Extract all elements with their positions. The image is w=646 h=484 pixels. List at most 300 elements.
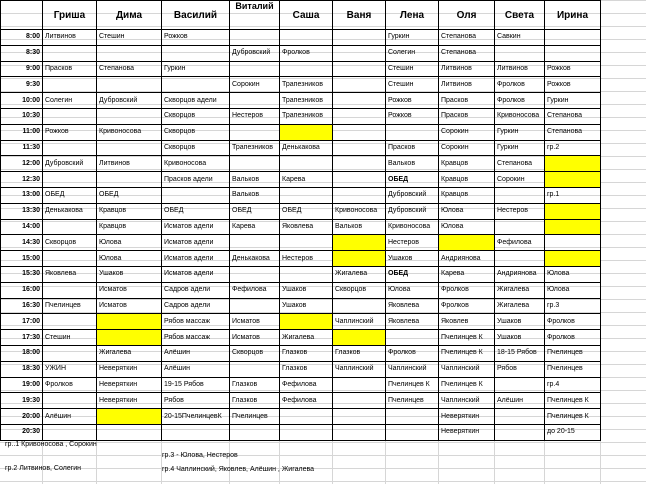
schedule-cell[interactable]: Ушаков — [280, 298, 333, 314]
schedule-cell[interactable]: Жигалева — [495, 282, 545, 298]
schedule-cell[interactable] — [495, 424, 545, 440]
schedule-cell[interactable]: Пчелинцев К — [439, 330, 495, 346]
time-cell[interactable]: 11:30 — [1, 140, 43, 156]
schedule-cell[interactable]: Сорокин — [439, 140, 495, 156]
time-cell[interactable]: 10:30 — [1, 108, 43, 124]
schedule-cell[interactable] — [230, 156, 280, 172]
schedule-cell[interactable] — [333, 187, 386, 203]
schedule-cell[interactable]: Пчелинцев К — [439, 377, 495, 393]
schedule-cell[interactable]: Нестеров — [280, 251, 333, 267]
schedule-cell[interactable] — [230, 424, 280, 440]
schedule-cell[interactable]: Фролков — [280, 45, 333, 61]
schedule-cell[interactable]: Фролков — [43, 377, 97, 393]
schedule-cell[interactable]: Литвинов — [43, 30, 97, 46]
schedule-cell[interactable]: Степанова — [495, 156, 545, 172]
schedule-cell[interactable] — [43, 108, 97, 124]
schedule-cell[interactable]: Кривоносова — [333, 203, 386, 219]
schedule-cell[interactable]: Стешин — [386, 77, 439, 93]
schedule-cell[interactable] — [333, 61, 386, 77]
time-cell[interactable]: 19:00 — [1, 377, 43, 393]
schedule-cell[interactable] — [43, 140, 97, 156]
schedule-cell[interactable] — [545, 235, 601, 251]
staff-column-header[interactable]: Оля — [439, 1, 495, 30]
schedule-cell[interactable]: Пчелинцев — [230, 409, 280, 425]
schedule-cell[interactable]: Кравцов — [97, 203, 162, 219]
schedule-cell[interactable]: Алёшин — [43, 409, 97, 425]
schedule-cell[interactable]: Стешин — [43, 330, 97, 346]
staff-column-header[interactable]: Ваня — [333, 1, 386, 30]
schedule-cell[interactable]: Исматов адели — [162, 219, 230, 235]
schedule-cell[interactable] — [43, 219, 97, 235]
schedule-cell[interactable]: Нестеров — [495, 203, 545, 219]
schedule-cell[interactable] — [495, 377, 545, 393]
staff-column-header[interactable]: Лена — [386, 1, 439, 30]
schedule-cell[interactable]: Фролков — [545, 330, 601, 346]
schedule-cell[interactable] — [97, 424, 162, 440]
time-cell[interactable]: 8:00 — [1, 30, 43, 46]
schedule-cell[interactable]: Рожков — [43, 124, 97, 140]
schedule-cell[interactable]: Юлова — [439, 203, 495, 219]
schedule-cell[interactable]: Пчелинцев — [545, 345, 601, 361]
schedule-cell[interactable]: Рябов массаж — [162, 330, 230, 346]
schedule-cell[interactable]: Стешин — [97, 30, 162, 46]
schedule-cell[interactable]: Фролков — [545, 314, 601, 330]
time-cell[interactable]: 14:30 — [1, 235, 43, 251]
schedule-cell[interactable]: Жигалева — [97, 345, 162, 361]
schedule-cell[interactable]: ОБЕД — [386, 172, 439, 188]
schedule-cell[interactable]: Савкин — [495, 30, 545, 46]
schedule-cell[interactable]: до 20-15 — [545, 424, 601, 440]
schedule-cell[interactable]: Исматов адели — [162, 235, 230, 251]
schedule-cell[interactable] — [162, 187, 230, 203]
schedule-cell[interactable]: Исматов — [97, 298, 162, 314]
schedule-cell[interactable] — [545, 45, 601, 61]
schedule-cell[interactable]: Исматов адели — [162, 251, 230, 267]
staff-column-header[interactable]: Дима — [97, 1, 162, 30]
schedule-cell[interactable]: Рожков — [162, 30, 230, 46]
schedule-cell[interactable]: Чаплинский — [439, 361, 495, 377]
schedule-cell[interactable]: Трапезников — [280, 108, 333, 124]
time-cell[interactable]: 11:00 — [1, 124, 43, 140]
schedule-cell[interactable]: ОБЕД — [97, 187, 162, 203]
schedule-cell[interactable]: Трапезников — [230, 140, 280, 156]
schedule-cell[interactable]: Фролков — [495, 77, 545, 93]
schedule-cell[interactable]: Юлова — [439, 219, 495, 235]
schedule-cell[interactable] — [495, 45, 545, 61]
schedule-cell[interactable]: Пчелинцев К — [386, 377, 439, 393]
time-column-header[interactable] — [1, 1, 43, 30]
schedule-cell[interactable]: Дубровский — [230, 45, 280, 61]
schedule-cell[interactable] — [495, 187, 545, 203]
schedule-cell[interactable] — [162, 77, 230, 93]
schedule-cell[interactable]: Чаплинский — [333, 361, 386, 377]
schedule-cell[interactable]: Скворцов адели — [162, 93, 230, 109]
schedule-cell[interactable]: Скворцов — [162, 140, 230, 156]
time-cell[interactable]: 13:30 — [1, 203, 43, 219]
schedule-cell[interactable] — [545, 30, 601, 46]
schedule-cell[interactable]: Пчелинцев — [386, 393, 439, 409]
staff-column-header[interactable]: Ирина — [545, 1, 601, 30]
schedule-cell[interactable]: ОБЕД — [43, 187, 97, 203]
schedule-cell[interactable]: Скворцов — [230, 345, 280, 361]
schedule-cell[interactable] — [97, 108, 162, 124]
schedule-cell[interactable] — [333, 77, 386, 93]
schedule-cell[interactable]: Кривоносова — [386, 219, 439, 235]
schedule-cell[interactable]: Гуркин — [495, 140, 545, 156]
schedule-cell[interactable] — [230, 30, 280, 46]
schedule-cell[interactable]: Сорокин — [495, 172, 545, 188]
schedule-cell[interactable]: Андриянова — [439, 251, 495, 267]
schedule-cell[interactable]: Кравцов — [439, 172, 495, 188]
schedule-cell[interactable] — [386, 424, 439, 440]
schedule-cell[interactable]: Глазков — [280, 361, 333, 377]
schedule-cell[interactable]: Денькакова — [280, 140, 333, 156]
schedule-cell[interactable]: Нестеров — [386, 235, 439, 251]
schedule-cell[interactable] — [333, 424, 386, 440]
schedule-cell[interactable]: Прасков — [386, 140, 439, 156]
schedule-cell[interactable]: Вальков — [386, 156, 439, 172]
schedule-cell[interactable]: Вальков — [230, 172, 280, 188]
schedule-cell[interactable]: Неверяткин — [97, 377, 162, 393]
schedule-cell[interactable] — [230, 266, 280, 282]
schedule-cell[interactable]: Юлова — [545, 266, 601, 282]
schedule-cell[interactable] — [280, 30, 333, 46]
schedule-cell[interactable]: Фефилова — [280, 393, 333, 409]
schedule-cell[interactable]: Чаплинский — [386, 361, 439, 377]
time-cell[interactable]: 16:00 — [1, 282, 43, 298]
schedule-cell[interactable]: Гуркин — [495, 124, 545, 140]
schedule-cell[interactable]: Яковлева — [386, 314, 439, 330]
schedule-cell[interactable] — [333, 156, 386, 172]
schedule-cell[interactable]: Денькакова — [230, 251, 280, 267]
schedule-cell[interactable]: Ушаков — [280, 282, 333, 298]
schedule-cell[interactable]: Кривоносова — [162, 156, 230, 172]
schedule-cell[interactable]: Юлова — [97, 251, 162, 267]
schedule-cell[interactable] — [386, 330, 439, 346]
schedule-cell[interactable]: Юлова — [97, 235, 162, 251]
schedule-cell[interactable]: Вальков — [333, 219, 386, 235]
schedule-cell[interactable]: ОБЕД — [386, 266, 439, 282]
schedule-cell[interactable] — [333, 45, 386, 61]
schedule-cell[interactable] — [333, 140, 386, 156]
time-cell[interactable]: 20:00 — [1, 409, 43, 425]
schedule-cell[interactable] — [43, 345, 97, 361]
schedule-cell[interactable] — [386, 124, 439, 140]
schedule-cell[interactable]: Степанова — [545, 108, 601, 124]
schedule-cell[interactable]: Неверяткин — [439, 424, 495, 440]
schedule-cell[interactable]: Алёшин — [495, 393, 545, 409]
schedule-cell[interactable] — [43, 314, 97, 330]
schedule-cell[interactable]: Садров адели — [162, 282, 230, 298]
schedule-cell[interactable]: Солегин — [386, 45, 439, 61]
schedule-cell[interactable] — [333, 235, 386, 251]
schedule-cell[interactable] — [280, 61, 333, 77]
schedule-cell[interactable]: Скворцов — [333, 282, 386, 298]
schedule-cell[interactable]: Кривоносова — [97, 124, 162, 140]
schedule-cell[interactable]: Рожков — [386, 93, 439, 109]
schedule-cell[interactable]: Глазков — [280, 345, 333, 361]
schedule-cell[interactable]: Карева — [439, 266, 495, 282]
schedule-cell[interactable]: Исматов — [97, 282, 162, 298]
schedule-cell[interactable] — [545, 203, 601, 219]
schedule-cell[interactable] — [230, 361, 280, 377]
schedule-cell[interactable]: Солегин — [43, 93, 97, 109]
schedule-cell[interactable] — [333, 30, 386, 46]
schedule-cell[interactable]: гр.2 — [545, 140, 601, 156]
schedule-cell[interactable]: Прасков — [43, 61, 97, 77]
schedule-cell[interactable]: 18-15 Рябов — [495, 345, 545, 361]
schedule-cell[interactable]: Андриянова — [495, 266, 545, 282]
schedule-cell[interactable] — [43, 424, 97, 440]
schedule-cell[interactable] — [97, 172, 162, 188]
schedule-cell[interactable]: Сорокин — [230, 77, 280, 93]
schedule-cell[interactable]: Степанова — [545, 124, 601, 140]
table-row — [1, 330, 601, 346]
note-group-2: гр.2 Литвинов, Солегин — [5, 465, 82, 472]
time-cell[interactable]: 9:30 — [1, 77, 43, 93]
schedule-cell[interactable] — [386, 409, 439, 425]
schedule-cell[interactable]: Неверяткин — [97, 393, 162, 409]
schedule-cell[interactable]: гр.4 — [545, 377, 601, 393]
schedule-cell[interactable]: Яковлев — [439, 314, 495, 330]
schedule-cell[interactable] — [97, 45, 162, 61]
schedule-cell[interactable]: ОБЕД — [162, 203, 230, 219]
schedule-cell[interactable]: Нестеров — [230, 108, 280, 124]
schedule-cell[interactable]: Глазков — [333, 345, 386, 361]
schedule-cell[interactable] — [43, 251, 97, 267]
schedule-cell[interactable]: Гуркин — [386, 30, 439, 46]
schedule-cell[interactable]: Литвинов — [439, 77, 495, 93]
schedule-cell[interactable]: Степанова — [439, 30, 495, 46]
schedule-cell[interactable]: Сорокин — [439, 124, 495, 140]
schedule-cell[interactable]: Чаплинский — [333, 314, 386, 330]
schedule-cell[interactable] — [439, 235, 495, 251]
schedule-cell[interactable]: Рябов — [162, 393, 230, 409]
schedule-cell[interactable]: Прасков — [439, 108, 495, 124]
schedule-cell[interactable]: Ушаков — [386, 251, 439, 267]
schedule-cell[interactable] — [43, 172, 97, 188]
schedule-cell[interactable]: Ушаков — [97, 266, 162, 282]
schedule-cell[interactable]: Ушаков — [495, 314, 545, 330]
schedule-cell[interactable]: Степанова — [97, 61, 162, 77]
schedule-cell[interactable]: Гуркин — [545, 93, 601, 109]
schedule-cell[interactable]: Неверяткин — [97, 361, 162, 377]
schedule-cell[interactable] — [333, 298, 386, 314]
schedule-cell[interactable] — [43, 282, 97, 298]
time-cell[interactable]: 15:30 — [1, 266, 43, 282]
schedule-cell[interactable] — [333, 124, 386, 140]
schedule-cell[interactable]: Ушаков — [495, 330, 545, 346]
schedule-cell[interactable]: Кравцов — [439, 187, 495, 203]
schedule-cell[interactable] — [43, 77, 97, 93]
schedule-cell[interactable] — [280, 156, 333, 172]
time-cell[interactable]: 17:30 — [1, 330, 43, 346]
schedule-cell[interactable]: Пчелинцев — [43, 298, 97, 314]
time-cell[interactable]: 8:30 — [1, 45, 43, 61]
schedule-cell[interactable]: гр.3 — [545, 298, 601, 314]
schedule-cell[interactable]: Пчелинцев — [545, 361, 601, 377]
schedule-cell[interactable] — [333, 377, 386, 393]
schedule-cell[interactable] — [43, 45, 97, 61]
schedule-cell[interactable] — [230, 235, 280, 251]
schedule-cell[interactable]: ОБЕД — [230, 203, 280, 219]
schedule-cell[interactable]: Глазков — [230, 393, 280, 409]
time-cell[interactable]: 9:00 — [1, 61, 43, 77]
schedule-cell[interactable]: УЖИН — [43, 361, 97, 377]
schedule-cell[interactable]: Стешин — [386, 61, 439, 77]
schedule-cell[interactable] — [230, 61, 280, 77]
staff-column-header[interactable]: Гриша — [43, 1, 97, 30]
schedule-cell[interactable] — [545, 251, 601, 267]
schedule-cell[interactable]: Фефилова — [280, 377, 333, 393]
schedule-cell[interactable]: Исматов адели — [162, 266, 230, 282]
schedule-cell[interactable]: Фролков — [386, 345, 439, 361]
staff-column-header[interactable]: Саша — [280, 1, 333, 30]
schedule-cell[interactable]: Рожков — [545, 61, 601, 77]
schedule-cell[interactable]: Яковлева — [43, 266, 97, 282]
schedule-cell[interactable]: Трапезников — [280, 93, 333, 109]
schedule-cell[interactable] — [280, 124, 333, 140]
schedule-cell[interactable]: Гуркин — [162, 61, 230, 77]
schedule-cell[interactable]: Садров адели — [162, 298, 230, 314]
schedule-cell[interactable]: Алёшин — [162, 361, 230, 377]
schedule-cell[interactable]: Литвинов — [495, 61, 545, 77]
schedule-cell[interactable] — [545, 172, 601, 188]
schedule-cell[interactable]: Литвинов — [439, 61, 495, 77]
schedule-cell[interactable] — [280, 187, 333, 203]
schedule-cell[interactable]: Дубровский — [386, 187, 439, 203]
schedule-cell[interactable]: Дубровский — [386, 203, 439, 219]
schedule-cell[interactable]: Денькакова — [43, 203, 97, 219]
schedule-cell[interactable]: Дубровский — [97, 93, 162, 109]
schedule-cell[interactable] — [280, 409, 333, 425]
schedule-cell[interactable] — [280, 235, 333, 251]
schedule-cell[interactable] — [97, 77, 162, 93]
schedule-cell[interactable]: Исматов — [230, 330, 280, 346]
schedule-cell[interactable]: Прасков — [439, 93, 495, 109]
schedule-cell[interactable] — [230, 298, 280, 314]
time-cell[interactable]: 19:30 — [1, 393, 43, 409]
schedule-cell[interactable] — [333, 393, 386, 409]
schedule-cell[interactable] — [545, 219, 601, 235]
schedule-cell[interactable]: Карева — [280, 172, 333, 188]
schedule-cell[interactable] — [333, 108, 386, 124]
schedule-cell[interactable] — [333, 330, 386, 346]
staff-column-header[interactable]: Василий — [162, 1, 230, 30]
schedule-cell[interactable]: Пчелинцев К — [439, 345, 495, 361]
schedule-cell[interactable]: Фролков — [439, 282, 495, 298]
schedule-cell[interactable]: Чаплинский — [439, 393, 495, 409]
schedule-cell[interactable]: Жигалева — [495, 298, 545, 314]
schedule-cell[interactable] — [495, 409, 545, 425]
schedule-cell[interactable] — [97, 409, 162, 425]
schedule-cell[interactable] — [97, 330, 162, 346]
schedule-cell[interactable]: гр.1 — [545, 187, 601, 203]
schedule-cell[interactable]: Юлова — [545, 282, 601, 298]
schedule-cell[interactable]: Рябов — [495, 361, 545, 377]
schedule-cell[interactable] — [43, 393, 97, 409]
schedule-cell[interactable] — [280, 314, 333, 330]
schedule-cell[interactable]: Кравцов — [439, 156, 495, 172]
time-cell[interactable]: 18:30 — [1, 361, 43, 377]
schedule-cell[interactable] — [97, 314, 162, 330]
time-cell[interactable]: 10:00 — [1, 93, 43, 109]
schedule-cell[interactable]: Яковлева — [280, 219, 333, 235]
schedule-cell[interactable]: Фефилова — [230, 282, 280, 298]
schedule-cell[interactable] — [545, 156, 601, 172]
time-cell[interactable]: 18:00 — [1, 345, 43, 361]
schedule-cell[interactable] — [280, 424, 333, 440]
time-cell[interactable]: 15:00 — [1, 251, 43, 267]
schedule-cell[interactable] — [230, 93, 280, 109]
schedule-cell[interactable] — [333, 172, 386, 188]
schedule-cell[interactable]: 20-15ПчелинцевК — [162, 409, 230, 425]
schedule-cell[interactable] — [97, 140, 162, 156]
staff-column-header[interactable]: Света — [495, 1, 545, 30]
schedule-cell[interactable]: Скворцов — [162, 124, 230, 140]
schedule-cell[interactable]: Рябов массаж — [162, 314, 230, 330]
schedule-cell[interactable]: Дубровский — [43, 156, 97, 172]
schedule-cell[interactable]: Карева — [230, 219, 280, 235]
schedule-cell[interactable]: Вальков — [230, 187, 280, 203]
schedule-cell[interactable]: Юлова — [386, 282, 439, 298]
time-cell[interactable]: 12:30 — [1, 172, 43, 188]
time-cell[interactable]: 13:00 — [1, 187, 43, 203]
schedule-cell[interactable]: Кравцов — [97, 219, 162, 235]
schedule-cell[interactable]: Яковлева — [386, 298, 439, 314]
time-cell[interactable]: 16:30 — [1, 298, 43, 314]
schedule-cell[interactable] — [333, 93, 386, 109]
schedule-cell[interactable]: 19-15 Рябов — [162, 377, 230, 393]
schedule-cell[interactable]: Кривоносова — [495, 108, 545, 124]
schedule-cell[interactable] — [280, 266, 333, 282]
schedule-cell[interactable]: Фролков — [495, 93, 545, 109]
schedule-cell[interactable] — [333, 409, 386, 425]
schedule-cell[interactable] — [495, 219, 545, 235]
schedule-cell[interactable]: Рожков — [386, 108, 439, 124]
time-cell[interactable]: 20:30 — [1, 424, 43, 440]
table-row — [1, 409, 601, 425]
schedule-cell[interactable]: Алёшин — [162, 345, 230, 361]
schedule-cell[interactable]: Фефилова — [495, 235, 545, 251]
schedule-cell[interactable]: Скворцов — [162, 108, 230, 124]
schedule-cell[interactable]: Степанова — [439, 45, 495, 61]
schedule-cell[interactable] — [162, 424, 230, 440]
time-cell[interactable]: 14:00 — [1, 219, 43, 235]
schedule-cell[interactable]: Жигалева — [333, 266, 386, 282]
schedule-cell[interactable]: Пчелинцев К — [545, 393, 601, 409]
schedule-cell[interactable]: Рожков — [545, 77, 601, 93]
schedule-cell[interactable]: Трапезников — [280, 77, 333, 93]
schedule-cell[interactable]: Пчелинцев К — [545, 409, 601, 425]
schedule-cell[interactable]: Глазков — [230, 377, 280, 393]
schedule-cell[interactable]: Скворцов — [43, 235, 97, 251]
schedule-cell[interactable] — [230, 124, 280, 140]
schedule-cell[interactable]: Фролков — [439, 298, 495, 314]
schedule-cell[interactable] — [495, 251, 545, 267]
time-cell[interactable]: 12:00 — [1, 156, 43, 172]
schedule-cell[interactable]: ОБЕД — [280, 203, 333, 219]
time-cell[interactable]: 17:00 — [1, 314, 43, 330]
schedule-cell[interactable]: Литвинов — [97, 156, 162, 172]
schedule-cell[interactable]: Прасков адели — [162, 172, 230, 188]
schedule-cell[interactable] — [333, 251, 386, 267]
schedule-cell[interactable]: Неверяткин — [439, 409, 495, 425]
schedule-cell[interactable]: Жигалева — [280, 330, 333, 346]
schedule-cell[interactable] — [162, 45, 230, 61]
staff-column-header[interactable]: Виталий — [230, 1, 280, 30]
schedule-cell[interactable]: Исматов — [230, 314, 280, 330]
